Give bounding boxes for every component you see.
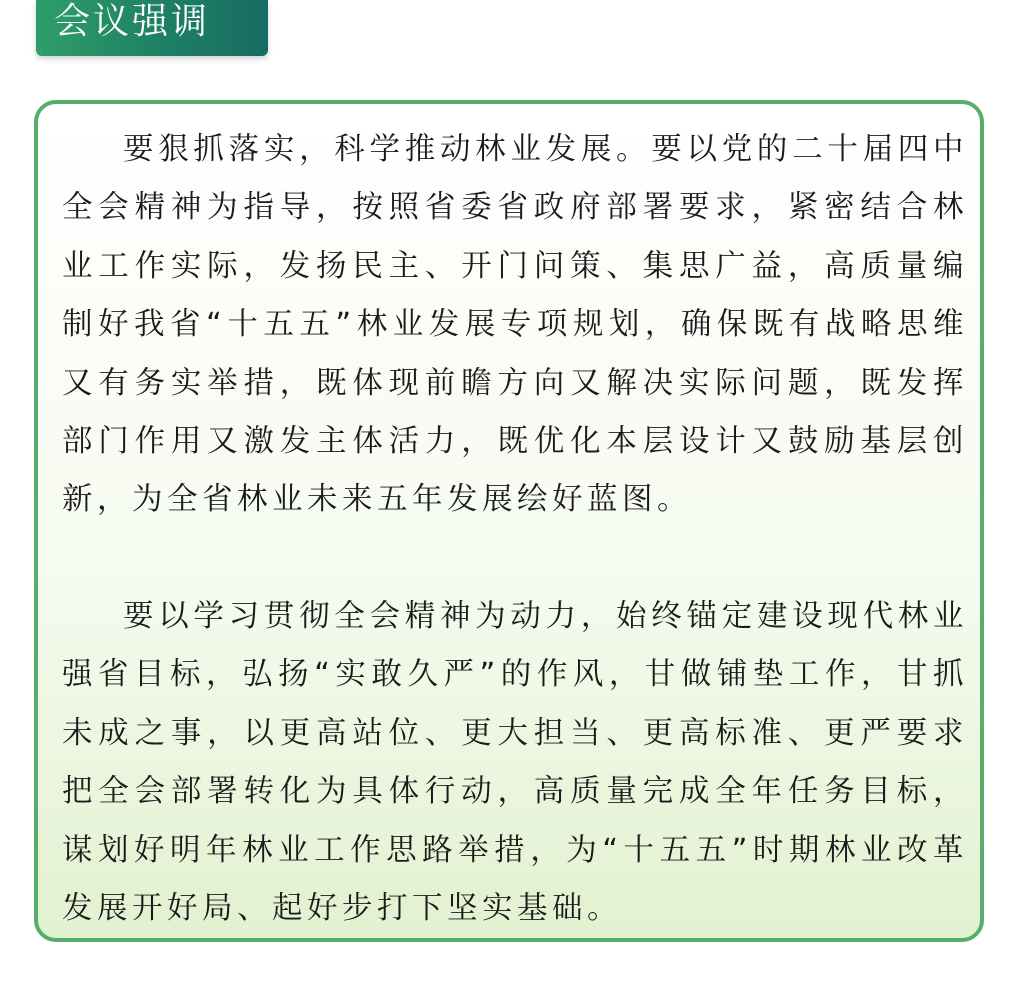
- content-box: [34, 100, 984, 942]
- section-title-tab: [36, 0, 268, 56]
- section-title: 会议强调: [54, 1, 211, 42]
- paragraph-2: 要以学习贯彻全会精神为动力，始终锚定建设现代林业强省目标，弘扬“实敢久严”的作风，甘做铺垫工作，甘抓未成之事，以更高站位、更大担当、更高标准、更严要求把全会部署转化为具体行动，高质量完成全年任务目标，谋划好明年林业工作思路举措，为“十五五”时期林业改革发展开好局、起好步打下坚实基础。: [62, 599, 968, 927]
- paragraph-1: 要狠抓落实，科学推动林业发展。要以党的二十届四中全会精神为指导，按照省委省政府部署要求，紧密结合林业工作实际，发扬民主、开门问策、集思广益，高质量编制好我省“十五五”林业发展专项规划，确保既有战略思维又有务实举措，既体现前瞻方向又解决实际问题，既发挥部门作用又激发主体活力，既优化本层设计又鼓励基层创新，为全省林业未来五年发展绘好蓝图。: [62, 132, 968, 518]
